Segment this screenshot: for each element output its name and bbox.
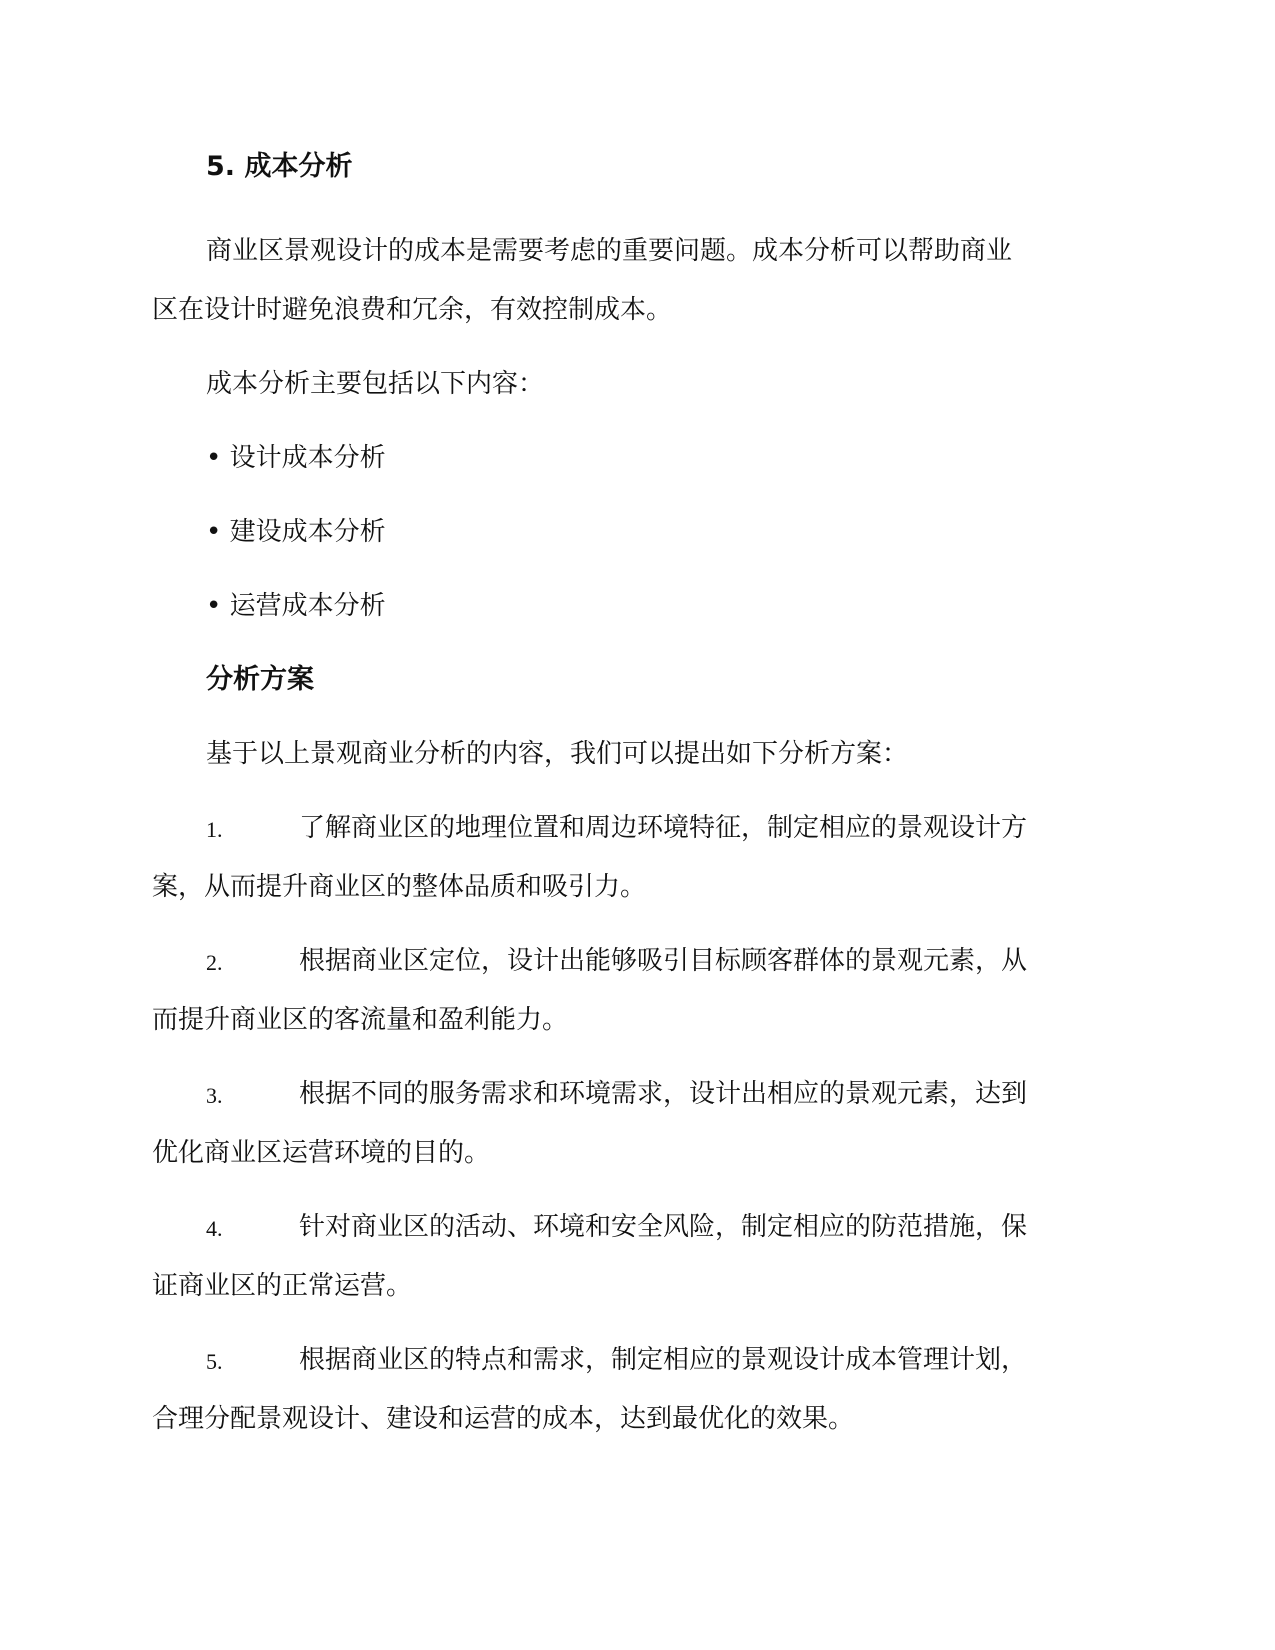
intro-paragraph-line-1: 商业区景观设计的成本是需要考虑的重要问题。成本分析可以帮助商业 — [206, 236, 1013, 266]
plan-item-line-2: 案，从而提升商业区的整体品质和吸引力。 — [152, 872, 647, 902]
plan-item-line-1: 根据商业区定位，设计出能够吸引目标顾客群体的景观元素，从 — [299, 946, 1028, 976]
plan-item-number: 3. — [206, 1083, 223, 1108]
plan-item-line-1: 了解商业区的地理位置和周边环境特征，制定相应的景观设计方 — [299, 813, 1028, 843]
plan-item-line-1: 根据商业区的特点和需求，制定相应的景观设计成本管理计划， — [299, 1345, 1028, 1375]
bullet-item: • 建设成本分析 — [206, 517, 386, 547]
plan-item-line-1: 针对商业区的活动、环境和安全风险，制定相应的防范措施，保 — [299, 1212, 1028, 1242]
plan-item-number: 5. — [206, 1349, 223, 1374]
plan-item-line-1: 根据不同的服务需求和环境需求，设计出相应的景观元素，达到 — [299, 1079, 1028, 1109]
plan-item-line-2: 合理分配景观设计、建设和运营的成本，达到最优化的效果。 — [152, 1404, 855, 1434]
plan-item-number: 2. — [206, 950, 223, 975]
plan-item-line-2: 而提升商业区的客流量和盈利能力。 — [152, 1005, 569, 1035]
plan-item-number: 1. — [206, 817, 223, 842]
plan-item-line-2: 优化商业区运营环境的目的。 — [152, 1138, 491, 1168]
plan-heading: 分析方案 — [206, 664, 314, 695]
plan-item-line-2: 证商业区的正常运营。 — [152, 1271, 413, 1301]
plan-intro: 基于以上景观商业分析的内容，我们可以提出如下分析方案： — [206, 739, 909, 769]
plan-item-number: 4. — [206, 1216, 223, 1241]
list-intro: 成本分析主要包括以下内容： — [206, 369, 545, 399]
bullet-item: • 设计成本分析 — [206, 443, 386, 473]
section-title: 5. 成本分析 — [206, 151, 353, 182]
intro-paragraph-line-2: 区在设计时避免浪费和冗余，有效控制成本。 — [152, 295, 673, 325]
bullet-item: • 运营成本分析 — [206, 591, 386, 621]
